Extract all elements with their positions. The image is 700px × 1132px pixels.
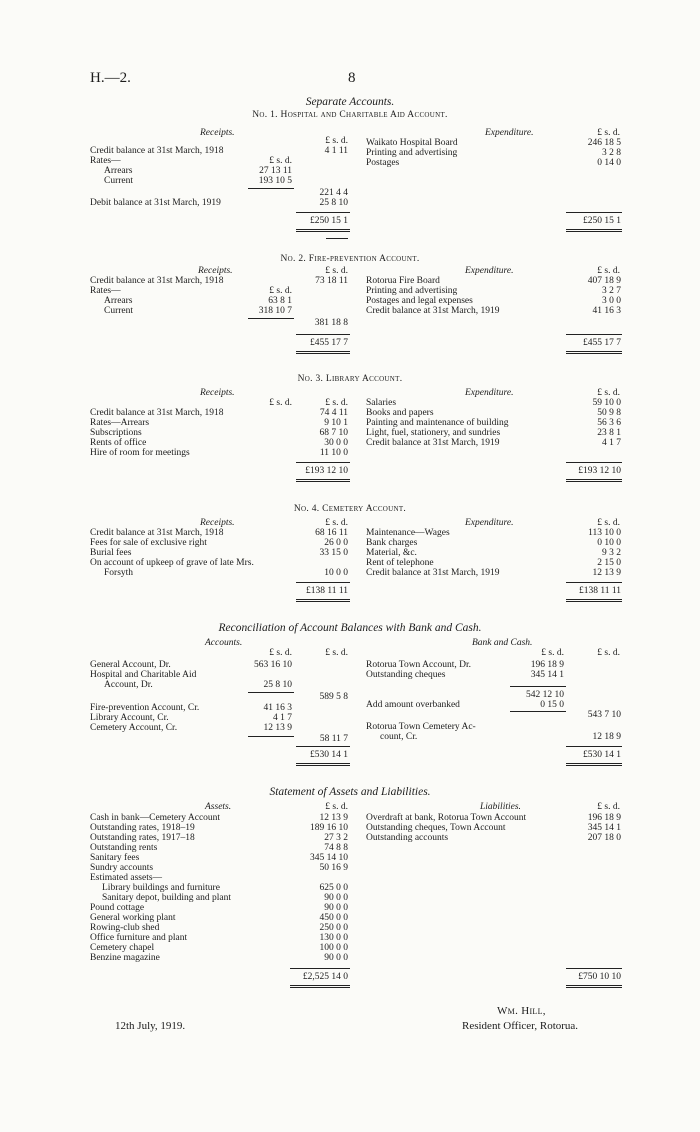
no2-total-right: £455 17 7 (583, 338, 621, 348)
recon-b1-label: Rotorua Town Account, Dr. (366, 660, 471, 670)
asset-row: Benzine magazine (90, 953, 160, 963)
no4-r2-value: 26 0 0 (324, 538, 348, 548)
no3-total-right: £193 12 10 (578, 466, 621, 476)
no4-e1-value: 113 10 0 (588, 528, 621, 538)
no4-total-left: £138 11 11 (305, 586, 348, 596)
recon-l5-label: Cemetery Account, Cr. (90, 723, 178, 733)
no1-e2-label: Printing and advertising (366, 148, 458, 158)
no1-total-left: £250 15 1 (310, 216, 348, 226)
recon-l4-value: 4 1 7 (273, 713, 292, 723)
recon-accounts-head: Accounts. (205, 638, 243, 648)
asset-row: General working plant (90, 913, 176, 923)
main-title: Separate Accounts. (305, 96, 395, 108)
recon-b1-value: 196 18 9 (530, 660, 564, 670)
recon-l2-label-line1: Hospital and Charitable Aid (90, 670, 197, 680)
assets-col-head: £ s. d. (325, 802, 348, 812)
recon-title: Reconciliation of Account Balances with Bank and Cash. (218, 622, 482, 634)
no3-e1-value: 59 10 0 (592, 398, 621, 408)
no2-e4-label: Credit balance at 31st March, 1919 (366, 306, 500, 316)
no4-e3-label: Material, &c. (366, 548, 417, 558)
assets-title: Statement of Assets and Liabilities. (269, 786, 431, 798)
asset-value: 345 14 10 (310, 853, 348, 863)
liability-row: Outstanding cheques, Town Account (366, 823, 506, 833)
footer-position: Resident Officer, Rotorua. (462, 1020, 579, 1032)
asset-value: 450 0 0 (319, 913, 348, 923)
asset-value: 100 0 0 (319, 943, 348, 953)
no3-r4-label: Rents of office (90, 438, 147, 448)
footer-signature: Wm. Hill, (497, 1005, 546, 1017)
no3-e5-value: 4 1 7 (602, 438, 621, 448)
no4-e5-value: 12 13 9 (592, 568, 621, 578)
no4-r3-label: Burial fees (90, 548, 132, 558)
no3-r3-label: Subscriptions (90, 428, 142, 438)
asset-value: 250 0 0 (319, 923, 348, 933)
recon-l3-value: 41 16 3 (263, 703, 292, 713)
no4-e2-value: 0 10 0 (597, 538, 621, 548)
no4-r4-value: 10 0 0 (324, 568, 348, 578)
recon-col-head-4: £ s. d. (597, 648, 620, 658)
no2-col-head-right: £ s. d. (597, 266, 620, 276)
no2-col-head: £ s. d. (325, 266, 348, 276)
recon-b2-label: Outstanding cheques (366, 670, 446, 680)
no3-e1-label: Salaries (366, 398, 397, 408)
no1-debit-value: 25 8 10 (319, 198, 348, 208)
no2-e1-label: Rotorua Fire Board (366, 276, 440, 286)
no2-sub-col-head: £ s. d. (269, 286, 292, 296)
no3-r2-label: Rates—Arrears (90, 418, 150, 428)
recon-bank-head: Bank and Cash. (472, 638, 533, 648)
asset-value: 90 0 0 (324, 953, 348, 963)
no3-e3-label: Painting and maintenance of building (366, 418, 509, 428)
no4-col-head: £ s. d. (325, 518, 348, 528)
no3-r5-label: Hire of room for meetings (90, 448, 190, 458)
assets-head: Assets. (205, 802, 232, 812)
recon-b-subtotal: 542 12 10 (526, 690, 564, 700)
liability-value: 196 18 9 (587, 813, 621, 823)
no4-r1-label: Credit balance at 31st March, 1918 (90, 528, 224, 538)
recon-col-head-2: £ s. d. (325, 648, 348, 658)
no2-arrears-value: 63 8 1 (268, 296, 292, 306)
no3-title: No. 3. Library Account. (297, 374, 403, 384)
no1-col-head: £ s. d. (325, 136, 348, 146)
no4-r1-value: 68 16 11 (315, 528, 348, 538)
no2-expenditure-head: Expenditure. (465, 266, 514, 276)
no4-col-head-right: £ s. d. (597, 518, 620, 528)
no3-sub-col-head: £ s. d. (269, 398, 292, 408)
recon-l-subtotal-1: 589 5 8 (319, 692, 348, 702)
liability-row: Outstanding accounts (366, 833, 449, 843)
footer-date: 12th July, 1919. (115, 1020, 186, 1032)
asset-row: Pound cottage (90, 903, 145, 913)
asset-row: Library buildings and furniture (102, 883, 220, 893)
asset-row: Cash in bank—Cemetery Account (90, 813, 221, 823)
report-reference: H.—2. (90, 70, 131, 86)
no2-rates-total: 381 18 8 (314, 318, 348, 328)
no3-r1-label: Credit balance at 31st March, 1918 (90, 408, 224, 418)
recon-l4-label: Library Account, Cr. (90, 713, 169, 723)
no1-arrears-value: 27 13 11 (259, 166, 292, 176)
no1-rates-total: 221 4 4 (319, 188, 348, 198)
asset-row: Estimated assets— (90, 873, 163, 883)
no4-r4-label-line1: On account of upkeep of grave of late Mrs. (90, 558, 254, 568)
no4-total-right: £138 11 11 (578, 586, 621, 596)
recon-b-subtotal-2: 543 7 10 (587, 710, 621, 720)
no1-col-head-right: £ s. d. (597, 128, 620, 138)
no4-e4-label: Rent of telephone (366, 558, 434, 568)
asset-value: 27 3 2 (324, 833, 348, 843)
asset-value: 130 0 0 (319, 933, 348, 943)
no3-e2-label: Books and papers (366, 408, 434, 418)
liability-value: 345 14 1 (587, 823, 621, 833)
no3-total-left: £193 12 10 (305, 466, 348, 476)
no2-e2-label: Printing and advertising (366, 286, 458, 296)
no1-arrears-label: Arrears (104, 166, 133, 176)
no1-e1-label: Waikato Hospital Board (366, 138, 458, 148)
no3-r3-value: 68 7 10 (319, 428, 348, 438)
recon-total-right: £530 14 1 (583, 750, 621, 760)
no4-r3-value: 33 15 0 (319, 548, 348, 558)
recon-l1-label: General Account, Dr. (90, 660, 171, 670)
asset-row: Office furniture and plant (90, 933, 188, 943)
no2-e3-label: Postages and legal expenses (366, 296, 473, 306)
recon-b4-label-line2: count, Cr. (380, 732, 418, 742)
recon-l1-value: 563 16 10 (254, 660, 292, 670)
no1-e1-value: 246 18 5 (587, 138, 621, 148)
no4-r4-label-line2: Forsyth (104, 568, 134, 578)
no3-col-head-right: £ s. d. (597, 388, 620, 398)
recon-b4-label-line1: Rotorua Town Cemetery Ac- (366, 722, 476, 732)
asset-row: Sanitary fees (90, 853, 140, 863)
no3-receipts-head: Receipts. (200, 388, 235, 398)
no2-current-value: 318 10 7 (258, 306, 292, 316)
no3-e5-label: Credit balance at 31st March, 1919 (366, 438, 500, 448)
asset-value: 189 16 10 (310, 823, 348, 833)
no3-r1-value: 74 4 11 (319, 408, 348, 418)
no3-e3-value: 56 3 6 (597, 418, 621, 428)
asset-value: 90 0 0 (324, 893, 348, 903)
recon-col-head-3: £ s. d. (541, 648, 564, 658)
no3-col-head: £ s. d. (325, 398, 348, 408)
no1-r1-value: 4 1 11 (324, 146, 348, 156)
asset-row: Sundry accounts (90, 863, 154, 873)
liab-col-head: £ s. d. (597, 802, 620, 812)
asset-row: Outstanding rates, 1917–18 (90, 833, 195, 843)
no3-e2-value: 50 9 8 (597, 408, 621, 418)
liabilities-head: Liabilities. (480, 802, 521, 812)
no2-r1-value: 73 18 11 (315, 276, 348, 286)
no4-r2-label: Fees for sale of exclusive right (90, 538, 207, 548)
no1-e2-value: 3 2 8 (602, 148, 621, 158)
recon-l3-label: Fire-prevention Account, Cr. (90, 703, 200, 713)
recon-b2-value: 345 14 1 (530, 670, 564, 680)
no1-debit-label: Debit balance at 31st March, 1919 (90, 198, 221, 208)
no1-rates-label: Rates— (90, 156, 121, 166)
asset-value: 74 8 8 (324, 843, 348, 853)
no3-e4-value: 23 8 1 (597, 428, 621, 438)
no2-title: No. 2. Fire-prevention Account. (280, 254, 420, 264)
recon-l5-value: 12 13 9 (263, 723, 292, 733)
asset-row: Cemetery chapel (90, 943, 155, 953)
no4-expenditure-head: Expenditure. (465, 518, 514, 528)
asset-row: Outstanding rents (90, 843, 158, 853)
asset-value: 12 13 9 (319, 813, 348, 823)
no2-e2-value: 3 2 7 (602, 286, 621, 296)
asset-value: 625 0 0 (319, 883, 348, 893)
recon-l2-value: 25 8 10 (263, 680, 292, 690)
recon-total-left: £530 14 1 (310, 750, 348, 760)
no1-e3-label: Postages (366, 158, 400, 168)
liability-row: Overdraft at bank, Rotorua Town Account (366, 813, 527, 823)
no2-e3-value: 3 0 0 (602, 296, 621, 306)
no1-current-label: Current (104, 176, 134, 186)
no1-e3-value: 0 14 0 (597, 158, 621, 168)
no3-r5-value: 11 10 0 (319, 448, 348, 458)
no1-expenditure-head: Expenditure. (485, 128, 534, 138)
recon-l2-label-line2: Account, Dr. (104, 680, 153, 690)
recon-l-subtotal-2: 58 11 7 (319, 734, 348, 744)
assets-total: £2,525 14 0 (302, 972, 348, 982)
no2-e4-value: 41 16 3 (592, 306, 621, 316)
page-number: 8 (348, 70, 356, 86)
no1-current-value: 193 10 5 (258, 176, 292, 186)
no1-r1-label: Credit balance at 31st March, 1918 (90, 146, 224, 156)
no1-receipts-head: Receipts. (200, 128, 235, 138)
no3-r2-value: 9 10 1 (324, 418, 348, 428)
recon-b3-label: Add amount overbanked (366, 700, 460, 710)
no1-sub-col-head: £ s. d. (269, 156, 292, 166)
no2-rates-label: Rates— (90, 286, 121, 296)
no4-e3-value: 9 3 2 (602, 548, 621, 558)
no1-title: No. 1. Hospital and Charitable Aid Account. (252, 110, 448, 120)
no3-expenditure-head: Expenditure. (465, 388, 514, 398)
no2-e1-value: 407 18 9 (587, 276, 621, 286)
asset-row: Outstanding rates, 1918–19 (90, 823, 195, 833)
asset-value: 90 0 0 (324, 903, 348, 913)
no4-title: No. 4. Cemetery Account. (293, 504, 407, 514)
no4-e1-label: Maintenance—Wages (366, 528, 450, 538)
no4-e2-label: Bank charges (366, 538, 418, 548)
liability-value: 207 18 0 (587, 833, 621, 843)
liabilities-total: £750 10 10 (578, 972, 621, 982)
no4-e5-label: Credit balance at 31st March, 1919 (366, 568, 500, 578)
asset-value: 50 16 9 (319, 863, 348, 873)
recon-col-head-1: £ s. d. (269, 648, 292, 658)
no2-receipts-head: Receipts. (198, 266, 233, 276)
no4-receipts-head: Receipts. (200, 518, 235, 528)
no2-r1-label: Credit balance at 31st March, 1918 (90, 276, 224, 286)
asset-row: Sanitary depot, building and plant (102, 893, 232, 903)
no3-r4-value: 30 0 0 (324, 438, 348, 448)
asset-row: Rowing-club shed (90, 923, 160, 933)
no4-e4-value: 2 15 0 (597, 558, 621, 568)
no2-arrears-label: Arrears (104, 296, 133, 306)
no1-total-right: £250 15 1 (583, 216, 621, 226)
no2-current-label: Current (104, 306, 134, 316)
no3-e4-label: Light, fuel, stationery, and sundries (366, 428, 501, 438)
no2-total-left: £455 17 7 (310, 338, 348, 348)
recon-b4-value: 12 18 9 (592, 732, 621, 742)
recon-b3-value: 0 15 0 (540, 700, 564, 710)
